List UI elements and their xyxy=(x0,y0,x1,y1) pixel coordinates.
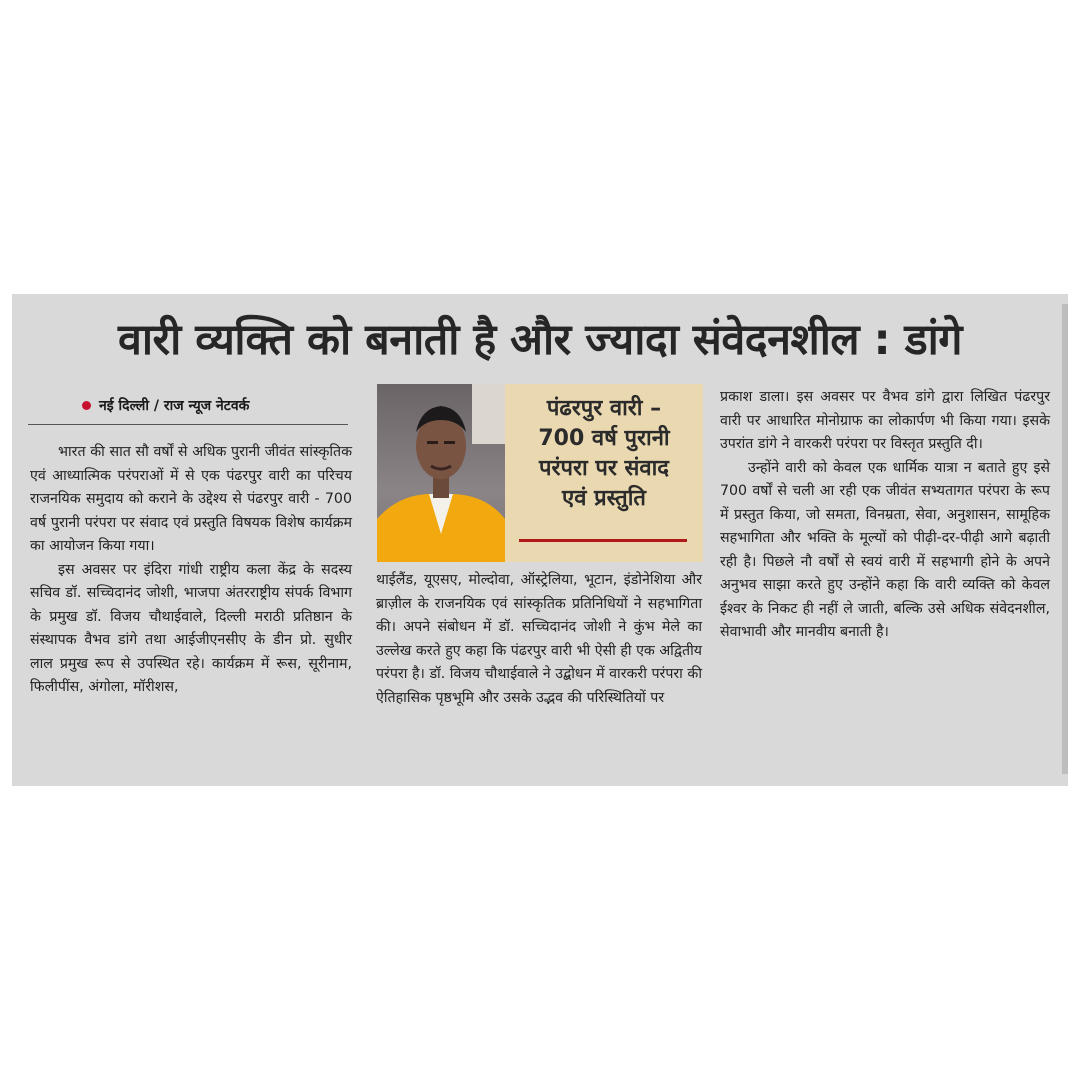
byline-text: नई दिल्ली / राज न्यूज नेटवर्क xyxy=(99,398,250,414)
paragraph: भारत की सात सौ वर्षों से अधिक पुरानी जीवंत सांस्कृतिक एवं आध्यात्मिक परंपराओं में से एक पंढरपुर वारी का परिचय राजनयिक समुदाय को कराने के उद्देश्य से पंढरपुर वारी - 700 वर्ष पुरानी परंपरा पर संवाद एवं प्रस्तुति विषयक विशेष कार्यक्रम का आयोजन किया गया। xyxy=(30,444,352,554)
byline xyxy=(82,396,249,415)
callout-text: पंढरपुर वारी – 700 वर्ष पुरानी परंपरा पर संवाद एवं प्रस्तुति xyxy=(538,396,670,511)
article-column-3 xyxy=(720,386,1050,645)
headline: वारी व्यक्ति को बनाती है और ज्यादा संवेदनशील : डांगे xyxy=(117,315,962,365)
paragraph: उन्होंने वारी को केवल एक धार्मिक यात्रा न बताते हुए इसे 700 वर्षों से चली आ रही एक जीवंत सभ्यतागत परंपरा के रूप में प्रस्तुत किया, जो समता, विनम्रता, सेवा, अनुशासन, सामूहिक सहभागिता और भक्ति के मूल्यों को पीढ़ी-दर-पीढ़ी आगे बढ़ाती रही है। पिछले नौ वर्षों से स्वयं वारी में सहभागी होने के अपने अनुभव साझा करते हुए उन्होंने कहा कि वारी व्यक्ति को केवल ईश्वर के निकट ही नहीं ले जाती, बल्कि उसे अधिक संवेदनशील, सेवाभावी और मानवीय बनाती है। xyxy=(720,459,1050,640)
article-column-2 xyxy=(376,569,702,710)
callout-underline xyxy=(519,539,687,542)
paragraph: प्रकाश डाला। इस अवसर पर वैभव डांगे द्वारा लिखित पंढरपुर वारी पर आधारित मोनोग्राफ का लोकार्पण भी किया गया। इसके उपरांत डांगे ने वारकरी परंपरा पर विस्तृत प्रस्तुति दी। xyxy=(720,389,1050,452)
newspaper-clipping xyxy=(12,294,1068,786)
speaker-photo xyxy=(377,384,505,562)
paragraph: इस अवसर पर इंदिरा गांधी राष्ट्रीय कला केंद्र के सदस्य सचिव डॉ. सच्चिदानंद जोशी, भाजपा अंतरराष्ट्रीय संपर्क विभाग के प्रमुख डॉ. विजय चौथाईवाले, दिल्ली मराठी प्रतिष्ठान के संस्थापक वैभव डांगे तथा आईजीएनसीए के डीन प्रो. सुधीर लाल प्रमुख रूप से उपस्थित रहे। कार्यक्रम में रूस, सूरीनाम, फिलीपींस, अंगोला, मॉरीशस, xyxy=(30,561,352,695)
speaker-photo-drawing xyxy=(377,384,505,562)
paragraph: थाईलैंड, यूएसए, मोल्दोवा, ऑस्ट्रेलिया, भूटान, इंडोनेशिया और ब्राज़ील के राजनयिक एवं सांस्कृतिक प्रतिनिधियों ने सहभागिता की। अपने संबोधन में डॉ. सच्चिदानंद जोशी ने कुंभ मेले का उल्लेख करते हुए कहा कि पंढरपुर वारी भी ऐसी ही एक अद्वितीय परंपरा है। डॉ. विजय चौथाईवाले ने उद्बोधन में वारकरी परंपरा की ऐतिहासिक पृष्ठभूमि और उसके उद्भव की परिस्थितियों पर xyxy=(376,572,702,706)
byline-divider xyxy=(28,424,348,425)
bullet-icon xyxy=(82,401,91,410)
article-column-1 xyxy=(30,441,352,700)
callout-box xyxy=(505,384,703,562)
clipping-edge xyxy=(1062,304,1068,774)
